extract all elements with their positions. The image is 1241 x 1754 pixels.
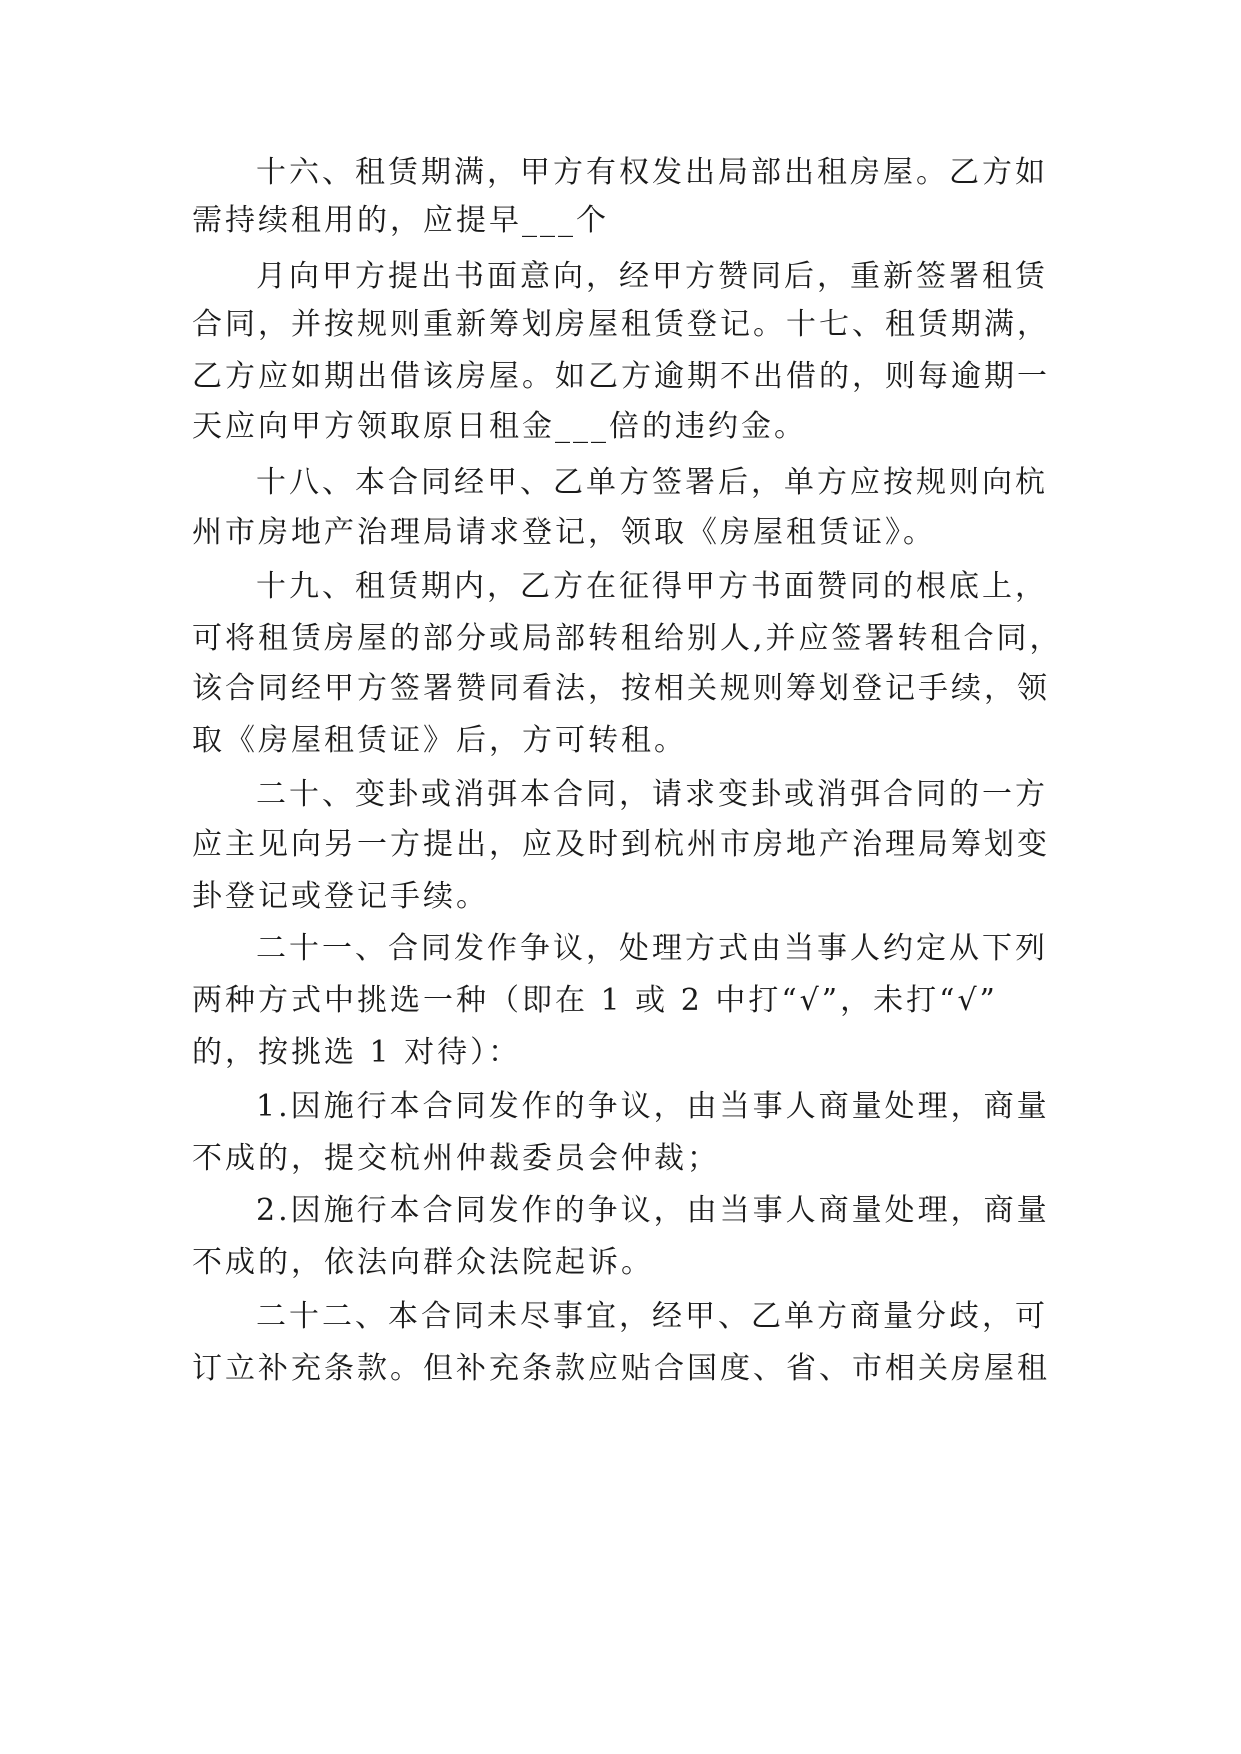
text-line: 可将租赁房屋的部分或局部转租给别人,并应签署转租合同， [192,621,1063,656]
text-line: 天应向甲方领取原日租金___倍的违约金。 [192,409,807,444]
text-line: 十六、租赁期满，甲方有权发出局部出租房屋。乙方如 [256,155,1048,190]
text-line: 的，按挑选 1 对待）： [192,1035,522,1070]
text-line: 取《房屋租赁证》后，方可转租。 [192,723,687,758]
text-line: 合同，并按规则重新筹划房屋租赁登记。十七、租赁期满， [192,307,1050,342]
text-line: 需持续租用的，应提早___个 [192,203,609,238]
text-line: 十九、租赁期内，乙方在征得甲方书面赞同的根底上， [256,569,1048,604]
text-line: 二十二、本合同未尽事宜，经甲、乙单方商量分歧，可 [256,1299,1048,1334]
text-line: 该合同经甲方签署赞同看法，按相关规则筹划登记手续，领 [192,671,1050,706]
text-line: 不成的，提交杭州仲裁委员会仲裁； [192,1141,720,1176]
text-line: 2.因施行本合同发作的争议，由当事人商量处理，商量 [256,1193,1050,1228]
text-line: 月向甲方提出书面意向，经甲方赞同后，重新签署租赁 [256,259,1048,294]
text-line: 乙方应如期出借该房屋。如乙方逾期不出借的，则每逾期一 [192,359,1050,394]
text-line: 二十一、合同发作争议，处理方式由当事人约定从下列 [256,931,1048,966]
text-line: 卦登记或登记手续。 [192,879,489,914]
text-line: 订立补充条款。但补充条款应贴合国度、省、市相关房屋租 [192,1351,1050,1386]
text-line: 1.因施行本合同发作的争议，由当事人商量处理，商量 [256,1089,1050,1124]
text-line: 二十、变卦或消弭本合同，请求变卦或消弭合同的一方 [256,777,1048,812]
text-line: 两种方式中挑选一种（即在 1 或 2 中打“√”，未打“√” [192,983,998,1018]
text-line: 十八、本合同经甲、乙单方签署后，单方应按规则向杭 [256,465,1048,500]
text-line: 应主见向另一方提出，应及时到杭州市房地产治理局筹划变 [192,827,1050,862]
text-line: 不成的，依法向群众法院起诉。 [192,1245,654,1280]
text-line: 州市房地产治理局请求登记，领取《房屋租赁证》。 [192,515,936,550]
